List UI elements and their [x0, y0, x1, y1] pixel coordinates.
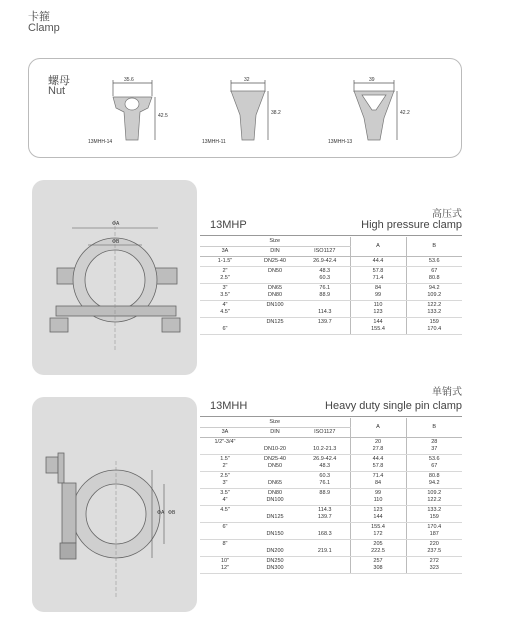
- hp-b-cell: 122.2 133.2: [406, 301, 462, 318]
- hh-b-header: B: [406, 418, 462, 438]
- hh-din-header: DIN: [250, 428, 300, 438]
- hp-a-cell: 110 123: [350, 301, 406, 318]
- hh-din-cell: DN125: [250, 506, 300, 523]
- hh-size-header: Size: [200, 418, 350, 428]
- hp-a-cell: 44.4: [350, 257, 406, 267]
- hh-iso-header: ISO1127: [300, 428, 350, 438]
- hh-3a-cell: 1.5" 2": [200, 455, 250, 472]
- hp-iso-header: ISO1127: [300, 247, 350, 257]
- hh-iso-cell: 26.9-42.4 48.3: [300, 455, 350, 472]
- hp-b-header: B: [406, 237, 462, 257]
- hp-rule: [200, 235, 462, 236]
- hp-din-cell: DN65 DN80: [250, 284, 300, 301]
- hh-din-cell: DN80 DN100: [250, 489, 300, 506]
- hh-iso-cell: 219.1: [300, 540, 350, 557]
- hh-3a-cell: 1/2"-3/4": [200, 438, 250, 455]
- nut-title-cn: 螺母: [48, 74, 70, 87]
- hh-a-cell: 205 222.5: [350, 540, 406, 557]
- hh-table-row: [200, 506, 462, 523]
- hh-iso-cell: [300, 557, 350, 574]
- nut1-height: 42.5: [158, 113, 168, 119]
- hp-table-row: [200, 267, 462, 284]
- hh-clamp-drawing: [32, 397, 197, 612]
- hp-iso-cell: 76.1 88.9: [300, 284, 350, 301]
- hh-a-cell: 99 110: [350, 489, 406, 506]
- hp-din-cell: DN100: [250, 301, 300, 318]
- page-title-en: Clamp: [28, 22, 60, 34]
- hh-iso-cell: 10.2-21.3: [300, 438, 350, 455]
- hp-a-cell: 57.8 71.4: [350, 267, 406, 284]
- hp-a-header: A: [350, 237, 406, 257]
- nut3-code: 13MHH-13: [328, 139, 353, 145]
- hh-b-cell: 80.8 94.2: [406, 472, 462, 489]
- hh-dim-a: ΦA: [157, 510, 165, 516]
- hp-table-row: [200, 284, 462, 301]
- hp-b-cell: 94.2 109.2: [406, 284, 462, 301]
- hh-3a-cell: 4.5": [200, 506, 250, 523]
- hh-b-cell: 109.2 122.2: [406, 489, 462, 506]
- hh-din-cell: DN10-20: [250, 438, 300, 455]
- hh-3a-cell: 3.5" 4": [200, 489, 250, 506]
- hh-table: [200, 418, 462, 574]
- hh-table-row: [200, 438, 462, 455]
- hh-3a-cell: 6": [200, 523, 250, 540]
- hh-b-cell: 170.4 187: [406, 523, 462, 540]
- hh-din-cell: DN250 DN300: [250, 557, 300, 574]
- hp-title-cn: 高压式: [432, 209, 462, 220]
- hh-iso-cell: 88.9: [300, 489, 350, 506]
- nut-title-en: Nut: [48, 85, 66, 97]
- nut2-width: 32: [244, 77, 250, 83]
- hp-iso-cell: 139.7: [300, 318, 350, 335]
- hp-3a-header: 3A: [200, 247, 250, 257]
- hp-3a-cell: 6": [200, 318, 250, 335]
- hh-table-row: [200, 472, 462, 489]
- hh-header-row: [200, 418, 462, 428]
- hp-dim-b: ΦB: [112, 239, 120, 245]
- hp-3a-cell: 4" 4.5": [200, 301, 250, 318]
- hp-table: [200, 237, 462, 335]
- hp-table-row: [200, 301, 462, 318]
- nut1-code: 13MHH-14: [88, 139, 113, 145]
- hp-a-cell: 144 155.4: [350, 318, 406, 335]
- hh-a-cell: 123 144: [350, 506, 406, 523]
- hh-3a-cell: 10" 12": [200, 557, 250, 574]
- hh-a-cell: 20 27.8: [350, 438, 406, 455]
- hp-din-cell: DN50: [250, 267, 300, 284]
- hp-b-cell: 67 80.8: [406, 267, 462, 284]
- hh-rule: [200, 416, 462, 417]
- hh-b-cell: 28 37: [406, 438, 462, 455]
- hh-a-cell: 71.4 84: [350, 472, 406, 489]
- hh-table-row: [200, 557, 462, 574]
- nut2-code: 13MHH-11: [202, 139, 226, 145]
- hh-table-row: [200, 523, 462, 540]
- page-title-cn: 卡箍: [28, 10, 50, 23]
- hp-3a-cell: 1-1.5": [200, 257, 250, 267]
- nut-figure-13: [354, 80, 397, 140]
- hh-3a-cell: 2.5" 3": [200, 472, 250, 489]
- hh-table-row: [200, 455, 462, 472]
- hh-iso-cell: 114.3 139.7: [300, 506, 350, 523]
- nut2-height: 38.2: [271, 110, 281, 116]
- hh-code: 13MHH: [210, 400, 248, 412]
- hp-dim-a: ΦA: [112, 221, 120, 227]
- hp-header-row: [200, 237, 462, 247]
- hh-3a-header: 3A: [200, 428, 250, 438]
- hh-b-cell: 133.2 159: [406, 506, 462, 523]
- hp-size-header: Size: [200, 237, 350, 247]
- hp-din-header: DIN: [250, 247, 300, 257]
- hp-din-cell: DN25-40: [250, 257, 300, 267]
- hp-table-row: [200, 318, 462, 335]
- hh-b-cell: 272 323: [406, 557, 462, 574]
- hh-din-cell: DN65: [250, 472, 300, 489]
- hh-b-cell: 220 237.5: [406, 540, 462, 557]
- hh-a-cell: 257 308: [350, 557, 406, 574]
- hh-3a-cell: 8": [200, 540, 250, 557]
- nut3-width: 39: [369, 77, 375, 83]
- hp-b-cell: 53.6: [406, 257, 462, 267]
- nut-figure-11: [231, 80, 268, 140]
- hp-iso-cell: 48.3 60.3: [300, 267, 350, 284]
- hp-3a-cell: 3" 3.5": [200, 284, 250, 301]
- hh-table-row: [200, 489, 462, 506]
- hh-din-cell: DN200: [250, 540, 300, 557]
- hh-title-cn: 单销式: [432, 387, 462, 398]
- hh-dim-b: ΦB: [168, 510, 176, 516]
- hp-3a-cell: 2" 2.5": [200, 267, 250, 284]
- hp-a-cell: 84 99: [350, 284, 406, 301]
- hh-a-header: A: [350, 418, 406, 438]
- hp-code: 13MHP: [210, 219, 247, 231]
- hh-title-en: Heavy duty single pin clamp: [325, 400, 462, 412]
- hp-b-cell: 159 170.4: [406, 318, 462, 335]
- hh-din-cell: DN25-40 DN50: [250, 455, 300, 472]
- hp-din-cell: DN125: [250, 318, 300, 335]
- nut-figure-14: [113, 80, 155, 140]
- nut1-width: 35.6: [124, 77, 134, 83]
- hp-clamp-drawing: [32, 180, 197, 375]
- hh-iso-cell: 60.3 76.1: [300, 472, 350, 489]
- hh-iso-cell: 168.3: [300, 523, 350, 540]
- hp-title-en: High pressure clamp: [361, 219, 462, 231]
- hp-iso-cell: 114.3: [300, 301, 350, 318]
- hh-a-cell: 155.4 172: [350, 523, 406, 540]
- hh-table-row: [200, 540, 462, 557]
- hh-b-cell: 53.6 67: [406, 455, 462, 472]
- nut3-height: 42.2: [400, 110, 410, 116]
- hh-a-cell: 44.4 57.8: [350, 455, 406, 472]
- hh-din-cell: DN150: [250, 523, 300, 540]
- hp-iso-cell: 26.9-42.4: [300, 257, 350, 267]
- hp-table-row: [200, 257, 462, 267]
